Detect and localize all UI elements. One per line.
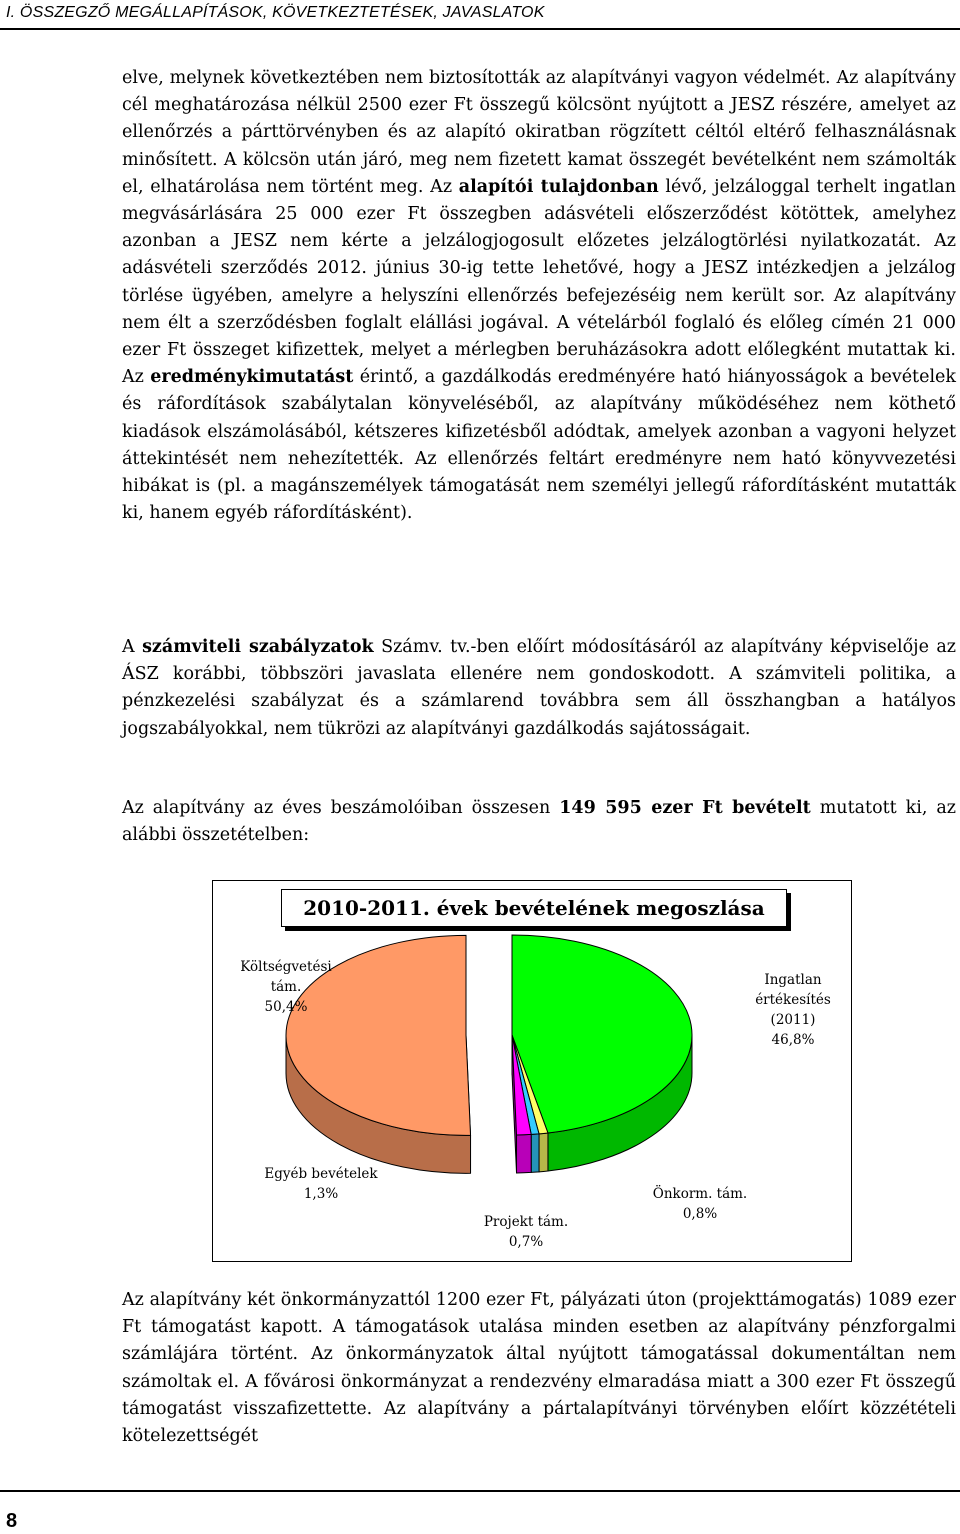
paragraph-1-text-a: elve, melynek következtében nem biztosították az alapítványi vagyon védelmét. Az alapítvány cél meghatározása nélkül 2500 ezer Ft összegű kölcsönt nyújtott a JESZ részére, amelyet az ellenőrzés a párttörvényben és az alapító okiratban rögzített céltól eltérő felhasználásnak minősített. A kölcsön után járó, meg nem fizetett kamat összegét bevételként nem számolták el, elhatárolása nem történt meg. Az [122,68,956,197]
pie-label-line: 0,7% [508,1234,544,1250]
paragraph-4-text: Az alapítvány két önkormányzattól 1200 ezer Ft, pályázati úton (projekttámogatás) 1089 ezer Ft támogatást kapott. A támogatások utalása minden esetben az alapítvány pénzforgalmi számlájára történt. Az önkormányzatok által nyújtott támogatással dokumentáltan nem számoltak el. A fővárosi önkormányzat a rendezvény elmaradása miatt a 300 ezer Ft összegű támogatást visszafizettette. Az alapítvány a pártalapítványi törvényben előírt közzétételi kötelezettségét [122,1290,956,1447]
paragraph-2-text-a: A [122,637,143,657]
paragraph-2-bold-a: számviteli szabályzatok [142,637,374,657]
paragraph-1-bold-b: eredménykimutatást [150,367,354,388]
paragraph-1-text-c: érintő, a gazdálkodás eredményére ható hiányosságok a bevételek és ráfordítások szabálytalan könyveléséből, az alapítvány működéséhez nem köthető kiadások elszámolásából, kétszeres kifizetésből adódtak, amelyek azonban a vagyoni helyzet áttekintését nem nehezítették. Az ellenőrzés feltárt eredményre nem ható könyvvezetési hibákat is (pl. a magánszemélyek támogatását nem személyi jellegű ráfordításként mutatták ki, hanem egyéb ráfordításként). [122,367,957,524]
paragraph-1-text-b: lévő, jelzáloggal terhelt ingatlan megvásárlására 25 000 ezer Ft összegben adásvételi előszerződést kötöttek, amelyhez azonban a JESZ nem kérte a jelzálogjogosult előzetes jelzálogtörlési nyilatkozatát. Az adásvételi szerződés 2012. június 30-ig tette lehetővé, hogy a JESZ intézkedjen a jelzálog törlése ügyében, amelyre a helyszíni ellenőrzés befejezéséig nem került sor. Az alapítvány nem élt a szerződésben foglalt elállási jogával. A vételárból foglaló és előleg címén 21 000 ezer Ft összeget kifizettek, melyet a mérlegben beruházásokra adott előlegként mutattak ki. Az [122,176,956,388]
pie-label-line: Ingatlan [764,972,822,988]
page-number: 8 [6,1510,18,1532]
footer-rule [0,1490,960,1492]
chart-title: 2010-2011. évek bevételének megoszlása [303,896,765,920]
pie-label-line: tám. [270,979,302,995]
pie-label-line: 1,3% [303,1186,339,1202]
pie-label-line: 0,8% [682,1206,718,1222]
paragraph-1-bold-a: alapítói tulajdonban [458,176,659,197]
paragraph-2-text-b: Számv. tv.-ben előírt módosításáról az alapítvány képviselője az ÁSZ korábbi, többszöri javaslata ellenére nem gondoskodott. A számviteli politika, a pénzkezelési szabályzat és a számlarend továbbra sem áll összhangban a hatályos jogszabályokkal, nem tükrözi az alapítványi gazdálkodás sajátosságait. [122,637,957,739]
paragraph-3-bold-a: 149 595 ezer Ft bevételt [559,798,811,818]
pie-label-line: 46,8% [771,1032,815,1048]
pie-label-ingatlan [738,970,848,1050]
pie-label-line: Költségvetési [240,959,332,975]
paragraph-4 [122,1287,956,1450]
pie-label-line: (2011) [770,1012,816,1028]
pie-label-koltsegvetesi [224,957,348,1017]
pie-label-onkorm [640,1184,760,1224]
pie-label-line: értékesítés [755,992,831,1008]
pie-label-line: Önkorm. tám. [652,1186,748,1202]
pie-slice-rim [517,1134,532,1173]
paragraph-3-text-a: Az alapítvány az éves beszámolóiban összesen [122,798,560,818]
pie-label-line: Egyéb bevételek [264,1166,378,1182]
pie-label-egyeb [246,1164,396,1204]
pie-label-projekt [466,1212,586,1252]
pie-slice-rim [531,1134,539,1173]
pie-label-line: 50,4% [264,999,308,1015]
pie-label-line: Projekt tám. [483,1214,569,1230]
paragraph-3-text-b: mutatott ki, az alábbi összetételben: [122,798,956,846]
pie-slice-rim [539,1133,548,1172]
header-title: I. ÖSSZEGZŐ MEGÁLLAPÍTÁSOK, KÖVETKEZTETÉSEK, JAVASLATOK [6,4,545,21]
